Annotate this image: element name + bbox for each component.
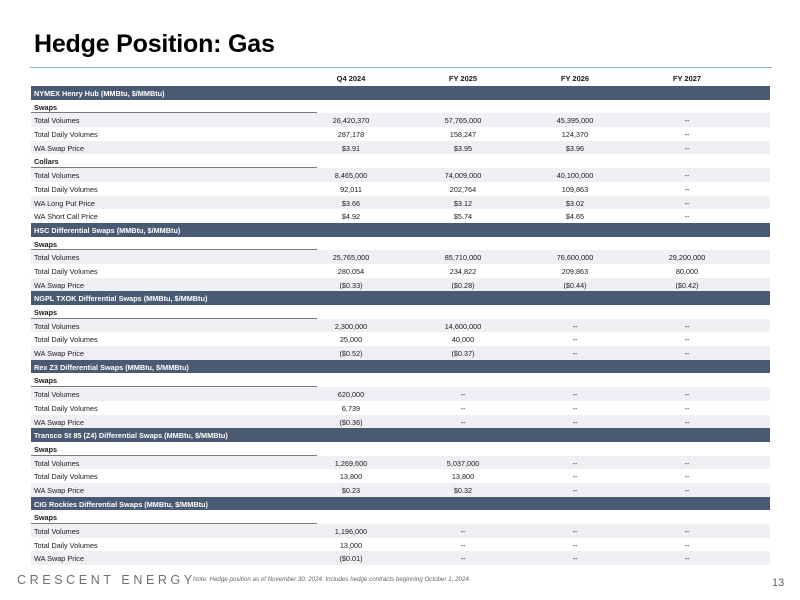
- row-label: Total Volumes: [34, 116, 80, 126]
- subsection-title: Swaps: [34, 513, 58, 523]
- subsection-title: Swaps: [34, 376, 58, 386]
- cell-value: --: [684, 472, 690, 482]
- cell-value: ($0.42): [675, 280, 699, 290]
- column-header-fy-2026: FY 2026: [560, 74, 590, 83]
- cell-value: 13,800: [339, 472, 363, 482]
- row-label: Total Volumes: [34, 253, 80, 263]
- cell-value: --: [572, 335, 578, 345]
- cell-value: $3.96: [565, 143, 585, 153]
- cell-value: $4.65: [565, 212, 585, 222]
- row-label: WA Swap Price: [34, 280, 85, 290]
- column-header-row: [31, 72, 770, 86]
- subsection-row: [31, 373, 770, 387]
- cell-value: 76,600,000: [556, 253, 594, 263]
- cell-value: 85,710,000: [444, 253, 482, 263]
- row-label: WA Long Put Price: [34, 198, 95, 208]
- row-label: Total Volumes: [34, 527, 80, 536]
- footnote: Note: Hedge position as of November 30, 2024. Includes hedge contracts beginning October 1, 2024.: [193, 576, 471, 583]
- cell-value: --: [572, 485, 578, 495]
- cell-value: --: [684, 212, 690, 222]
- cell-value: 14,600,000: [444, 321, 482, 331]
- table-row: [31, 332, 770, 346]
- cell-value: 45,395,000: [556, 116, 594, 126]
- subsection-row: [31, 237, 770, 251]
- title-divider: [30, 67, 772, 68]
- cell-value: 234,822: [449, 266, 477, 276]
- cell-value: 40,100,000: [556, 171, 594, 181]
- section-title: HSC Differential Swaps (MMBtu, $/MMBtu): [34, 225, 181, 235]
- cell-value: --: [572, 527, 578, 536]
- cell-value: $5.74: [453, 212, 473, 222]
- cell-value: --: [684, 417, 690, 427]
- cell-value: --: [460, 403, 466, 413]
- cell-value: ($0.01): [339, 554, 363, 564]
- table-row: [31, 524, 770, 538]
- table-row: [31, 538, 770, 552]
- row-label: WA Swap Price: [34, 485, 85, 495]
- cell-value: 620,000: [337, 390, 365, 400]
- section-header-row: [31, 223, 770, 237]
- table-row: [31, 264, 770, 278]
- row-label: WA Swap Price: [34, 417, 85, 427]
- cell-value: ($0.36): [339, 417, 363, 427]
- cell-value: 109,863: [561, 184, 589, 194]
- row-label: Total Daily Volumes: [34, 540, 98, 550]
- cell-value: --: [684, 349, 690, 359]
- section-header-row: [31, 428, 770, 442]
- hedge-table: [31, 72, 770, 565]
- row-label: Total Volumes: [34, 171, 80, 181]
- cell-value: 25,765,000: [332, 253, 370, 263]
- cell-value: --: [572, 417, 578, 427]
- cell-value: --: [684, 116, 690, 126]
- cell-value: ($0.33): [339, 280, 363, 290]
- row-label: Total Daily Volumes: [34, 266, 98, 276]
- cell-value: $3.95: [453, 143, 473, 153]
- subsection-title: Swaps: [34, 308, 58, 317]
- cell-value: 57,765,000: [444, 116, 482, 126]
- cell-value: --: [684, 458, 690, 468]
- table-row: [31, 346, 770, 360]
- cell-value: --: [684, 335, 690, 345]
- section-title: Rex Z3 Differential Swaps (MMBtu, $/MMBtu): [34, 362, 189, 372]
- row-label: Total Daily Volumes: [34, 130, 98, 140]
- cell-value: --: [684, 171, 690, 181]
- subsection-row: [31, 100, 770, 114]
- row-label: WA Swap Price: [34, 143, 85, 153]
- cell-value: --: [684, 540, 690, 550]
- row-label: WA Short Call Price: [34, 212, 98, 222]
- subsection-row: [31, 510, 770, 524]
- cell-value: --: [684, 184, 690, 194]
- section-header-row: [31, 360, 770, 374]
- cell-value: 287,178: [337, 130, 365, 140]
- cell-value: --: [460, 527, 466, 536]
- cell-value: --: [460, 540, 466, 550]
- column-header-fy-2027: FY 2027: [672, 74, 702, 83]
- cell-value: ($0.44): [563, 280, 587, 290]
- cell-value: 280,054: [337, 266, 365, 276]
- cell-value: --: [572, 321, 578, 331]
- cell-value: 1,269,600: [334, 458, 368, 468]
- cell-value: --: [572, 403, 578, 413]
- table-row: [31, 469, 770, 483]
- cell-value: --: [684, 198, 690, 208]
- cell-value: --: [572, 472, 578, 482]
- table-row: [31, 456, 770, 470]
- column-header-q4-2024: Q4 2024: [336, 74, 366, 83]
- cell-value: 92,011: [340, 184, 362, 194]
- row-label: Total Volumes: [34, 458, 80, 468]
- cell-value: 5,037,000: [446, 458, 480, 468]
- cell-value: ($0.37): [451, 349, 475, 359]
- table-row: [31, 250, 770, 264]
- table-body: [31, 86, 770, 565]
- page-number: 13: [772, 577, 785, 589]
- cell-value: 6,739: [341, 403, 361, 413]
- cell-value: 1,196,000: [334, 527, 368, 536]
- cell-value: --: [572, 458, 578, 468]
- cell-value: 74,009,000: [444, 171, 482, 181]
- subsection-title: Swaps: [34, 102, 58, 112]
- table-row: [31, 209, 770, 223]
- cell-value: 202,764: [449, 184, 477, 194]
- cell-value: $0.32: [453, 485, 473, 495]
- section-title: NYMEX Henry Hub (MMBtu, $/MMBtu): [34, 89, 165, 98]
- cell-value: --: [572, 540, 578, 550]
- table-row: [31, 141, 770, 155]
- cell-value: --: [460, 390, 466, 400]
- cell-value: 29,200,000: [668, 253, 706, 263]
- subsection-row: [31, 305, 770, 319]
- cell-value: --: [684, 130, 690, 140]
- cell-value: --: [572, 554, 578, 564]
- cell-value: 124,370: [561, 130, 589, 140]
- section-header-row: [31, 497, 770, 511]
- section-header-row: [31, 291, 770, 305]
- cell-value: --: [684, 485, 690, 495]
- cell-value: 13,800: [451, 472, 475, 482]
- row-label: Total Daily Volumes: [34, 403, 98, 413]
- cell-value: --: [684, 403, 690, 413]
- cell-value: $3.66: [341, 198, 361, 208]
- cell-value: --: [572, 390, 578, 400]
- cell-value: 158,247: [449, 130, 477, 140]
- table-row: [31, 483, 770, 497]
- table-row: [31, 387, 770, 401]
- table-row: [31, 278, 770, 292]
- cell-value: ($0.28): [451, 280, 475, 290]
- table-row: [31, 168, 770, 182]
- cell-value: $4.92: [341, 212, 361, 222]
- company-logo: CRESCENT ENERGY: [17, 573, 196, 587]
- cell-value: --: [684, 143, 690, 153]
- cell-value: $0.23: [341, 485, 361, 495]
- row-label: WA Swap Price: [34, 554, 85, 564]
- table-row: [31, 182, 770, 196]
- cell-value: --: [684, 321, 690, 331]
- table-row: [31, 127, 770, 141]
- cell-value: $3.02: [565, 198, 585, 208]
- subsection-title: Swaps: [34, 444, 58, 454]
- cell-value: 8,465,000: [334, 171, 368, 181]
- table-row: [31, 196, 770, 210]
- section-header-row: [31, 86, 770, 100]
- subsection-row: [31, 442, 770, 456]
- cell-value: --: [572, 349, 578, 359]
- cell-value: --: [460, 417, 466, 427]
- row-label: WA Swap Price: [34, 349, 85, 359]
- cell-value: --: [460, 554, 466, 564]
- row-label: Total Volumes: [34, 390, 80, 400]
- cell-value: 209,863: [561, 266, 589, 276]
- section-title: Transco St 85 (Z4) Differential Swaps (MMBtu, $/MMBtu): [34, 431, 228, 441]
- cell-value: ($0.52): [339, 349, 363, 359]
- cell-value: 25,000: [339, 335, 363, 345]
- section-title: NGPL TXOK Differential Swaps (MMBtu, $/MMBtu): [34, 294, 208, 304]
- cell-value: --: [684, 554, 690, 564]
- row-label: Total Daily Volumes: [34, 184, 98, 194]
- cell-value: --: [684, 527, 690, 536]
- cell-value: --: [684, 390, 690, 400]
- row-label: Total Daily Volumes: [34, 335, 98, 345]
- section-title: CIG Rockies Differential Swaps (MMBtu, $/MMBtu): [34, 499, 208, 509]
- row-label: Total Daily Volumes: [34, 472, 98, 482]
- cell-value: 26,420,370: [332, 116, 370, 126]
- cell-value: 80,000: [675, 266, 699, 276]
- table-row: [31, 551, 770, 565]
- row-label: Total Volumes: [34, 321, 80, 331]
- cell-value: 2,300,000: [334, 321, 368, 331]
- cell-value: 40,000: [451, 335, 475, 345]
- table-row: [31, 319, 770, 333]
- subsection-title: Swaps: [34, 239, 58, 249]
- table-row: [31, 415, 770, 429]
- page-title: Hedge Position: Gas: [34, 30, 275, 58]
- column-header-fy-2025: FY 2025: [448, 74, 478, 83]
- cell-value: 13,000: [339, 540, 363, 550]
- table-row: [31, 401, 770, 415]
- cell-value: $3.12: [453, 198, 473, 208]
- cell-value: $3.91: [341, 143, 361, 153]
- subsection-title: Collars: [34, 157, 59, 167]
- table-row: [31, 113, 770, 127]
- subsection-row: [31, 154, 770, 168]
